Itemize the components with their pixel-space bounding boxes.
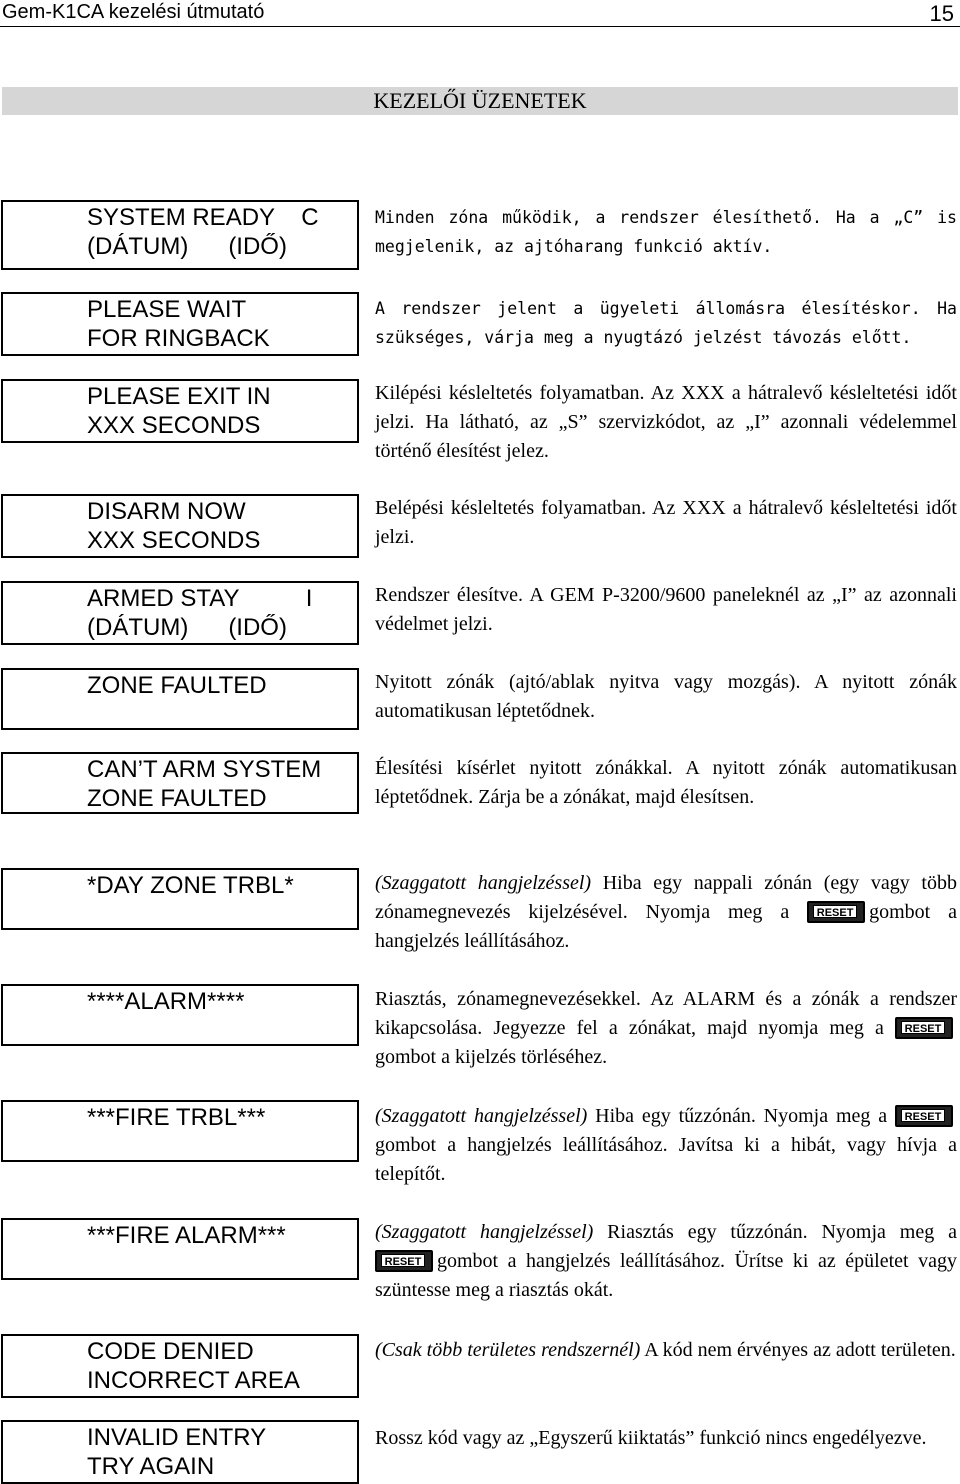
lcd-line-1: DISARM NOW [87,498,246,525]
page-number: 15 [929,1,954,26]
reset-key-icon [807,901,865,923]
message-description [375,1102,957,1189]
desc-text: Hiba egy tűzzónán. Nyomja meg a [587,1105,888,1127]
lcd-line-1: ****ALARM**** [87,988,245,1015]
message-description [375,1336,957,1365]
desc-text-end: gombot a hangjelzés leállításához. Ürítse ki az épületet vagy szüntesse meg a riasztás okát. [375,1250,957,1301]
message-description: Élesítési kísérlet nyitott zónákkal. A nyitott zónák automatikusan léptetődnek. Zárja be a zónákat, majd élesítsen. [375,757,957,808]
lcd-line-2: XXX SECONDS [87,527,261,554]
message-description: Rendszer élesítve. A GEM P-3200/9600 paneleknél az „I” az azonnali védelmet jelzi. [375,584,957,635]
lcd-line-2: TRY AGAIN [87,1453,215,1480]
desc-text-end: gombot a kijelzés törléséhez. [375,1046,608,1068]
lcd-line-2: (DÁTUM) (IDŐ) [87,233,287,260]
desc-text: Riasztás egy tűzzónán. Nyomja meg a [593,1221,957,1243]
lcd-display-cant-arm [1,752,359,814]
message-description [375,985,957,1072]
desc-italic-prefix: (Szaggatott hangjelzéssel) [375,1221,594,1243]
lcd-display-day-zone-trbl [1,868,359,930]
message-description: Kilépési késleltetés folyamatban. Az XXX a hátralevő késleltetési időt jelzi. Ha látható, az „S” szervizkódot, az „I” azonnali védelemmel történő élesítést jelez. [375,382,957,462]
desc-text-end: gombot a hangjelzés leállításához. [375,901,957,952]
document-title: Gem-K1CA kezelési útmutató [2,1,265,23]
lcd-line-1: PLEASE WAIT [87,296,247,323]
message-description: Rossz kód vagy az „Egyszerű kiiktatás” funkció nincs engedélyezve. [375,1427,927,1449]
lcd-line-1: SYSTEM READY C [87,204,319,231]
lcd-line-1: PLEASE EXIT IN [87,383,271,410]
lcd-display-disarm-now [1,494,359,558]
lcd-line-1: CODE DENIED [87,1338,254,1365]
reset-key-icon [375,1250,433,1272]
desc-italic-prefix: (Szaggatott hangjelzéssel) [375,872,592,894]
message-description: Belépési késleltetés folyamatban. Az XXX a hátralevő késleltetési időt jelzi. [375,497,957,548]
lcd-line-1: ARMED STAY I [87,585,313,612]
lcd-display-please-exit [1,379,359,443]
lcd-line-1: *DAY ZONE TRBL* [87,872,294,899]
lcd-display-please-wait [1,292,359,356]
lcd-line-1: ***FIRE TRBL*** [87,1104,266,1131]
lcd-line-2: FOR RINGBACK [87,325,270,352]
lcd-line-1: CAN’T ARM SYSTEM [87,756,322,783]
lcd-display-fire-alarm [1,1218,359,1280]
message-description: A rendszer jelent a ügyeleti állomásra élesítéskor. Ha szükséges, várja meg a nyugtázó jelzést távozás előtt. [375,299,957,347]
reset-key-label: RESET [813,905,857,918]
reset-key-label: RESET [381,1254,425,1267]
message-description: Nyitott zónák (ajtó/ablak nyitva vagy mozgás). A nyitott zónák automatikusan léptetődnek. [375,671,957,722]
lcd-line-2: INCORRECT AREA [87,1367,300,1394]
lcd-line-2: ZONE FAULTED [87,785,267,812]
desc-italic-prefix: (Szaggatott hangjelzéssel) [375,1105,588,1127]
lcd-line-1: INVALID ENTRY [87,1424,267,1451]
message-description [375,1218,957,1305]
desc-text-end: gombot a hangjelzés leállításához. Javítsa ki a hibát, vagy hívja a telepítőt. [375,1134,957,1185]
lcd-display-fire-trbl [1,1100,359,1162]
page-header [0,0,960,27]
section-title: KEZELŐI ÜZENETEK [2,87,958,115]
lcd-line-1: ***FIRE ALARM*** [87,1222,286,1249]
lcd-line-2: (DÁTUM) (IDŐ) [87,614,287,641]
reset-key-label: RESET [901,1021,945,1034]
desc-text: Hiba egy nappali zónán (egy vagy több zónamegnevezés kijelzésével. Nyomja meg a [375,872,957,923]
lcd-display-invalid-entry [1,1420,359,1484]
lcd-display-alarm [1,984,359,1046]
lcd-display-zone-faulted [1,668,359,730]
lcd-line-2: XXX SECONDS [87,412,261,439]
message-description [375,869,957,956]
desc-italic-prefix: (Csak több területes rendszernél) [375,1339,641,1361]
lcd-display-code-denied [1,1334,359,1398]
desc-text: A kód nem érvényes az adott területen. [640,1339,956,1361]
lcd-display-armed-stay [1,581,359,645]
lcd-display-system-ready [1,200,359,270]
reset-key-icon [895,1017,953,1039]
reset-key-label: RESET [901,1109,945,1122]
desc-text: Riasztás, zónamegnevezésekkel. Az ALARM és a zónák a rendszer kikapcsolása. Jegyezze fel a zónákat, majd nyomja meg a [375,988,957,1039]
message-description: Minden zóna működik, a rendszer élesíthető. Ha a „C” is megjelenik, az ajtóharang funkció aktív. [375,208,957,256]
reset-key-icon [895,1105,953,1127]
lcd-line-1: ZONE FAULTED [87,672,267,699]
